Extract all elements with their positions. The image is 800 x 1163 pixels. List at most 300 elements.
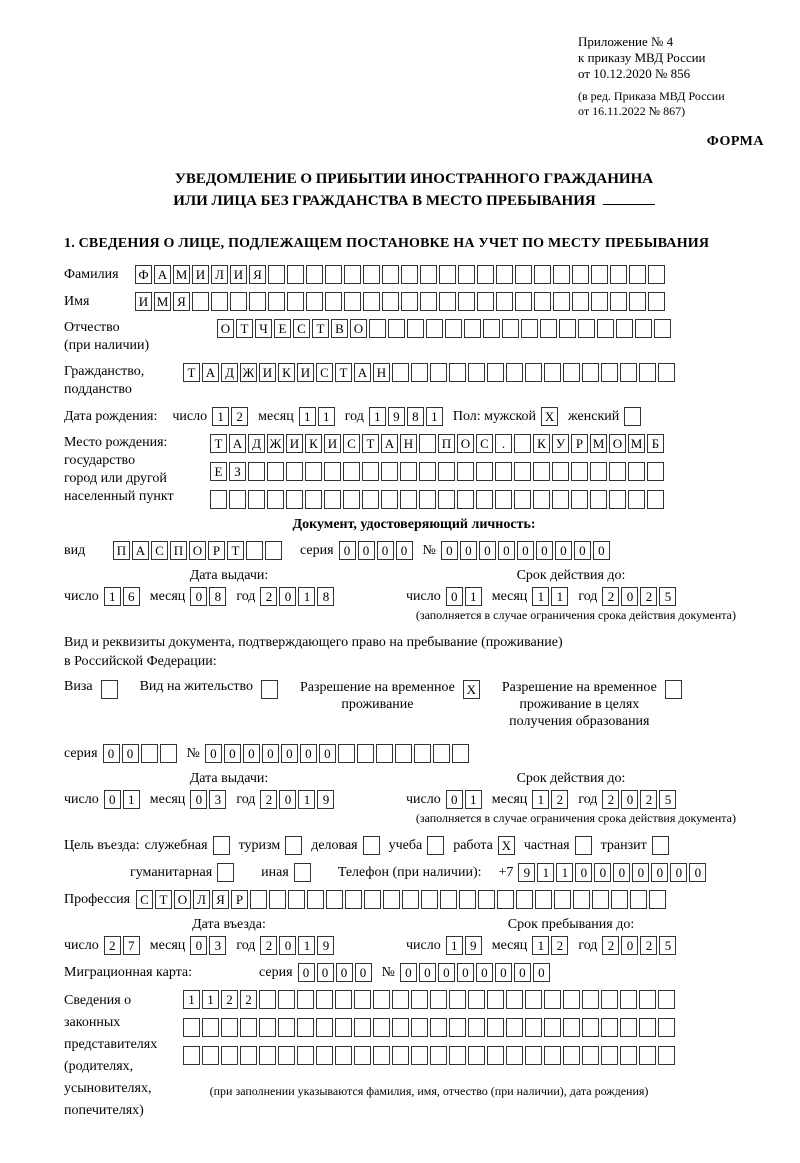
patronymic-cell: [445, 319, 462, 338]
patronymic-cells: [217, 319, 671, 338]
legal-reps-block: [64, 990, 764, 1122]
purpose-official-label: служебная: [144, 837, 208, 853]
birth-place-cell: [457, 462, 474, 481]
phone-prefix: +7: [498, 864, 514, 880]
doc-series-label: серия: [300, 542, 334, 558]
citizenship-cell: С: [316, 363, 333, 382]
purpose-business: [311, 836, 379, 855]
legal-reps-cell: [468, 1018, 485, 1037]
birth-place-cells: [210, 434, 664, 509]
residence-expiry-date: [406, 790, 736, 809]
legal-reps-cell: [544, 1046, 561, 1065]
temp-residence-permit-label: [300, 679, 455, 713]
birth-place-cell: [590, 490, 607, 509]
residence-issue-col: [64, 771, 394, 809]
phone-digit-cell: 0: [632, 863, 649, 882]
legal-reps-cell: [373, 1046, 390, 1065]
year-label: год: [236, 588, 256, 604]
legal-reps-cell: [297, 1046, 314, 1065]
given-name-row: [64, 292, 764, 311]
patronymic-cell: Т: [312, 319, 329, 338]
doc-number-label: №: [422, 542, 436, 558]
surname-cell: [496, 265, 513, 284]
birth-place-cell: [533, 462, 550, 481]
citizenship-row: [64, 363, 764, 399]
legal-reps-cell: [506, 990, 523, 1009]
legal-reps-cell: [563, 990, 580, 1009]
profession-cell: Я: [212, 890, 229, 909]
patronymic-cell: В: [331, 319, 348, 338]
birth-place-row2: [210, 462, 664, 481]
stay-until-col: [406, 917, 736, 955]
doc-expiry-day-cell: 1: [465, 587, 482, 606]
sex-female-label: женский: [568, 408, 620, 424]
profession-cell: С: [136, 890, 153, 909]
year-label: год: [236, 937, 256, 953]
surname-cell: [458, 265, 475, 284]
citizenship-cell: [658, 363, 675, 382]
edu-residence-permit-label-line1: Разрешение на временное: [501, 680, 657, 695]
legal-reps-cell: [335, 1046, 352, 1065]
citizenship-cell: [487, 363, 504, 382]
surname-cell: [553, 265, 570, 284]
birth-place-cell: [647, 462, 664, 481]
legal-reps-cell: [430, 990, 447, 1009]
doc-expiry-year-cells: [602, 587, 676, 606]
birth-place-cell: [476, 490, 493, 509]
legal-reps-cell: [335, 1018, 352, 1037]
legal-reps-cell: [582, 1018, 599, 1037]
birth-place-cell: Т: [210, 434, 227, 453]
citizenship-cell: [411, 363, 428, 382]
given-name-cell: [268, 292, 285, 311]
birth-place-cell: И: [324, 434, 341, 453]
legal-reps-cell: 2: [240, 990, 257, 1009]
legal-reps-row2: [183, 1018, 675, 1037]
year-label: год: [578, 791, 598, 807]
residence-series-cell: [141, 744, 158, 763]
surname-cell: И: [192, 265, 209, 284]
birth-place-cell: [571, 490, 588, 509]
profession-cells: [136, 890, 666, 909]
residence-number-cell: [338, 744, 355, 763]
residence-number-cell: 0: [243, 744, 260, 763]
birth-place-cell: [324, 462, 341, 481]
migration-card-number-cell: 0: [495, 963, 512, 982]
legal-reps-cell: [297, 990, 314, 1009]
purpose-other-checkbox: [294, 863, 311, 882]
legal-reps-cell: [582, 1046, 599, 1065]
given-name-cell: [420, 292, 437, 311]
birth-place-cell: [286, 462, 303, 481]
purpose-humanitarian-label: гуманитарная: [130, 864, 213, 880]
legal-reps-cell: [639, 990, 656, 1009]
birth-place-cell: [495, 462, 512, 481]
legal-reps-cell: [316, 1046, 333, 1065]
patronymic-label: [64, 319, 212, 355]
edu-residence-permit-checkbox: [665, 680, 682, 699]
birth-place-cell: С: [476, 434, 493, 453]
residence-series-cell: 0: [122, 744, 139, 763]
visit-purpose-row: [64, 836, 764, 855]
phone-digit-cell: 0: [594, 863, 611, 882]
legal-reps-cell: [639, 1018, 656, 1037]
doc-number-cell: 0: [498, 541, 515, 560]
doc-issue-heading: Дата выдачи:: [189, 568, 269, 583]
phone-label: Телефон (при наличии):: [337, 864, 482, 880]
residence-doc-options: [64, 679, 764, 730]
purpose-official: [145, 836, 230, 855]
legal-reps-cell: 1: [202, 990, 219, 1009]
profession-label: Профессия: [64, 891, 131, 907]
legal-reps-cell: [487, 1046, 504, 1065]
legal-reps-cell: [430, 1046, 447, 1065]
doc-issue-month-cells: [190, 587, 226, 606]
temp-residence-permit-checkbox-cell: X: [463, 680, 480, 699]
birth-place-cell: [400, 462, 417, 481]
surname-cell: [306, 265, 323, 284]
entry-month-cell: 3: [209, 936, 226, 955]
birth-place-cell: У: [552, 434, 569, 453]
birth-place-cell: М: [628, 434, 645, 453]
migration-card-number-cell: 0: [400, 963, 417, 982]
legal-reps-cell: [563, 1018, 580, 1037]
sex-female-checkbox-cell: [624, 407, 641, 426]
birth-day-cells: [212, 407, 248, 426]
visa-checkbox-cell: [101, 680, 118, 699]
profession-cell: [649, 890, 666, 909]
birth-year-cell: 9: [388, 407, 405, 426]
citizenship-cell: [430, 363, 447, 382]
doc-type-cell: [265, 541, 282, 560]
patronymic-cell: [502, 319, 519, 338]
legal-reps-cell: [259, 1046, 276, 1065]
legal-reps-cell: 1: [183, 990, 200, 1009]
entry-date-col: [64, 917, 394, 955]
doc-issue-year-cell: 8: [317, 587, 334, 606]
purpose-tourism-checkbox: [285, 836, 302, 855]
legal-reps-row1: [183, 990, 675, 1009]
annex-line-3: от 10.12.2020 № 856: [578, 66, 691, 81]
birth-year-cell: 8: [407, 407, 424, 426]
purpose-other-label: иная: [261, 864, 289, 880]
birth-place-cell: [362, 462, 379, 481]
stay-until-heading: Срок пребывания до:: [507, 917, 635, 932]
residence-issue-day-cell: 0: [104, 790, 121, 809]
profession-cell: [535, 890, 552, 909]
legal-reps-cell: [620, 1046, 637, 1065]
doc-expiry-note: (заполняется в случае ограничения срока действия документа): [415, 608, 736, 622]
stay-day-cells: [446, 936, 482, 955]
stay-month-cells: [532, 936, 568, 955]
purpose-study-checkbox: [427, 836, 444, 855]
doc-expiry-col: [406, 568, 736, 606]
citizenship-label-line2: подданство: [64, 382, 132, 397]
profession-cell: [421, 890, 438, 909]
given-name-cell: [572, 292, 589, 311]
residence-expiry-year-cell: 2: [602, 790, 619, 809]
birth-place-cell: [438, 462, 455, 481]
phone-digit-cell: 0: [613, 863, 630, 882]
stay-year-cell: 5: [659, 936, 676, 955]
residence-expiry-day-cell: 1: [465, 790, 482, 809]
legal-reps-cell: [335, 990, 352, 1009]
purpose-work: [453, 836, 515, 855]
birth-place-cell: [419, 490, 436, 509]
visa-checkbox: [101, 680, 118, 699]
birth-year-label: год: [344, 408, 364, 424]
legal-reps-cell: [202, 1018, 219, 1037]
doc-issue-month-cell: 0: [190, 587, 207, 606]
legal-reps-cell: [240, 1018, 257, 1037]
patronymic-cell: [426, 319, 443, 338]
legal-reps-cell: [506, 1018, 523, 1037]
birth-day-cell: 1: [212, 407, 229, 426]
residence-issue-year-cell: 2: [260, 790, 277, 809]
citizenship-cell: Т: [183, 363, 200, 382]
purpose-business-checkbox-cell: [363, 836, 380, 855]
day-label: число: [406, 937, 441, 953]
residence-expiry-day-cell: 0: [446, 790, 463, 809]
birth-place-cell: [248, 462, 265, 481]
patronymic-cell: [369, 319, 386, 338]
birth-place-cell: Ж: [267, 434, 284, 453]
given-name-cells: [135, 292, 665, 311]
residence-issue-month-cells: [190, 790, 226, 809]
legal-reps-cell: [354, 990, 371, 1009]
given-name-cell: [363, 292, 380, 311]
profession-cell: [307, 890, 324, 909]
birth-month-label: месяц: [258, 408, 294, 424]
doc-number-cell: 0: [441, 541, 458, 560]
profession-cell: О: [174, 890, 191, 909]
residence-expiry-year-cell: 5: [659, 790, 676, 809]
month-label: месяц: [491, 937, 528, 953]
legal-reps-cell: [525, 1046, 542, 1065]
residence-doc-intro-line2: в Российской Федерации:: [64, 654, 217, 669]
annex-line-2: к приказу МВД России: [578, 50, 706, 65]
surname-cell: А: [154, 265, 171, 284]
residence-expiry-col: [406, 771, 736, 809]
given-name-cell: [591, 292, 608, 311]
residence-issue-year-cell: 0: [279, 790, 296, 809]
phone-digit-cell: 9: [518, 863, 535, 882]
doc-series-cell: 0: [396, 541, 413, 560]
doc-issue-day-cells: [104, 587, 140, 606]
visit-purpose-row2: [64, 863, 764, 882]
given-name-cell: [306, 292, 323, 311]
migration-card-row: [64, 963, 764, 982]
doc-series-cell: 0: [339, 541, 356, 560]
form-word: ФОРМА: [706, 134, 764, 149]
birth-place-cell: М: [590, 434, 607, 453]
purpose-tourism-checkbox-cell: [285, 836, 302, 855]
birth-place-cell: [343, 490, 360, 509]
birth-place-row1: [210, 434, 664, 453]
birth-place-cell: Н: [400, 434, 417, 453]
legal-reps-cell: [506, 1046, 523, 1065]
legal-reps-cell: [373, 1018, 390, 1037]
residence-expiry-year-cell: 2: [640, 790, 657, 809]
purpose-official-checkbox: [213, 836, 230, 855]
citizenship-cell: [468, 363, 485, 382]
citizenship-cell: [582, 363, 599, 382]
purpose-work-checkbox-cell: X: [498, 836, 515, 855]
birth-place-cell: Б: [647, 434, 664, 453]
birth-place-cell: [495, 490, 512, 509]
residence-expiry-day-cells: [446, 790, 482, 809]
option-edu-residence-permit: [502, 679, 682, 730]
given-name-cell: [382, 292, 399, 311]
stay-day-cell: 1: [446, 936, 463, 955]
surname-cell: М: [173, 265, 190, 284]
birth-place-cell: О: [457, 434, 474, 453]
residence-number-cell: [433, 744, 450, 763]
doc-type-cell: С: [151, 541, 168, 560]
month-label: месяц: [149, 937, 186, 953]
doc-type-cell: О: [189, 541, 206, 560]
day-label: число: [64, 588, 99, 604]
given-name-cell: [458, 292, 475, 311]
stay-year-cells: [602, 936, 676, 955]
legal-reps-row3: [183, 1046, 675, 1065]
surname-cell: Я: [249, 265, 266, 284]
legal-reps-cell: [601, 990, 618, 1009]
doc-issue-col: [64, 568, 394, 606]
residence-doc-intro-line1: Вид и реквизиты документа, подтверждающего право на пребывание (проживание): [64, 635, 563, 650]
residence-doc-series-row: [64, 744, 764, 763]
phone-digit-cell: 0: [575, 863, 592, 882]
patronymic-cell: [559, 319, 576, 338]
residence-expiry-year-cell: 0: [621, 790, 638, 809]
purpose-business-checkbox: [363, 836, 380, 855]
given-name-cell: [401, 292, 418, 311]
option-visa: [64, 679, 118, 699]
doc-type-cell: П: [113, 541, 130, 560]
legal-reps-label-line2: законных: [64, 1015, 121, 1030]
legal-reps-cell: [278, 1046, 295, 1065]
purpose-humanitarian-checkbox: [217, 863, 234, 882]
stay-day-cell: 9: [465, 936, 482, 955]
residence-expiry-year-cells: [602, 790, 676, 809]
migration-card-series-cell: 0: [317, 963, 334, 982]
legal-reps-cell: [525, 990, 542, 1009]
birth-place-label-line4: населенный пункт: [64, 489, 174, 504]
citizenship-cell: А: [202, 363, 219, 382]
residence-number-cell: 0: [281, 744, 298, 763]
purpose-private-label: частная: [523, 837, 570, 853]
profession-cell: [383, 890, 400, 909]
entry-day-cell: 2: [104, 936, 121, 955]
birth-year-cells: [369, 407, 443, 426]
annex-line-1: Приложение № 4: [578, 34, 674, 49]
citizenship-cell: Д: [221, 363, 238, 382]
doc-expiry-day-cells: [446, 587, 482, 606]
birth-place-cell: К: [305, 434, 322, 453]
given-name-cell: [287, 292, 304, 311]
residence-number-cell: [395, 744, 412, 763]
sex-female-checkbox: [624, 407, 641, 426]
residence-number-cell: [414, 744, 431, 763]
sex-male-checkbox: [541, 407, 558, 426]
surname-cell: [287, 265, 304, 284]
residence-issue-month-cell: 0: [190, 790, 207, 809]
given-name-cell: [553, 292, 570, 311]
birth-place-cell: Р: [571, 434, 588, 453]
legal-reps-cell: [544, 990, 561, 1009]
migration-card-number-cell: 0: [533, 963, 550, 982]
birth-month-cell: 1: [318, 407, 335, 426]
doc-type-cell: [246, 541, 263, 560]
citizenship-cell: [601, 363, 618, 382]
legal-reps-cell: [449, 1018, 466, 1037]
doc-expiry-month-cell: 1: [551, 587, 568, 606]
residence-issue-day-cell: 1: [123, 790, 140, 809]
profession-cell: [459, 890, 476, 909]
migration-card-number-cell: 0: [438, 963, 455, 982]
legal-reps-cells: [183, 990, 675, 1099]
citizenship-label: [64, 363, 178, 399]
residence-expiry-heading: Срок действия до:: [516, 771, 626, 786]
profession-cell: [630, 890, 647, 909]
birth-place-cell: [552, 462, 569, 481]
purpose-study-label: учеба: [388, 837, 423, 853]
birth-place-cell: А: [229, 434, 246, 453]
migration-card-number-cell: 0: [476, 963, 493, 982]
entry-year-cell: 1: [298, 936, 315, 955]
given-name-cell: И: [135, 292, 152, 311]
birth-place-cell: .: [495, 434, 512, 453]
given-name-cell: Я: [173, 292, 190, 311]
day-label: число: [64, 791, 99, 807]
purpose-humanitarian: [130, 863, 234, 882]
given-name-cell: [515, 292, 532, 311]
identity-doc-heading: Документ, удостоверяющий личность:: [292, 517, 536, 532]
migration-card-series-cell: 0: [336, 963, 353, 982]
legal-reps-cell: [373, 990, 390, 1009]
residence-series-cells: [103, 744, 177, 763]
patronymic-cell: Ч: [255, 319, 272, 338]
doc-number-cell: 0: [593, 541, 610, 560]
doc-expiry-heading: Срок действия до:: [516, 568, 626, 583]
purpose-study-checkbox-cell: [427, 836, 444, 855]
citizenship-cell: [392, 363, 409, 382]
purpose-official-checkbox-cell: [213, 836, 230, 855]
legal-reps-cell: [449, 1046, 466, 1065]
legal-reps-cell: [183, 1018, 200, 1037]
birth-place-cell: [628, 462, 645, 481]
birth-place-cell: А: [381, 434, 398, 453]
residence-number-cell: 0: [224, 744, 241, 763]
birth-place-cell: [248, 490, 265, 509]
birth-place-cell: Е: [210, 462, 227, 481]
surname-cell: [325, 265, 342, 284]
patronymic-cell: С: [293, 319, 310, 338]
surname-cell: [401, 265, 418, 284]
legal-reps-cell: [430, 1018, 447, 1037]
legal-reps-cell: [411, 990, 428, 1009]
phone-cells: [518, 863, 706, 882]
legal-reps-cell: [487, 990, 504, 1009]
visa-label: Виза: [64, 679, 93, 694]
residence-issue-day-cells: [104, 790, 140, 809]
doc-expiry-day-cell: 0: [446, 587, 463, 606]
legal-reps-cell: [639, 1046, 656, 1065]
residence-permit-label: Вид на жительство: [139, 679, 253, 694]
birth-place-cell: [514, 490, 531, 509]
legal-reps-cell: [183, 1046, 200, 1065]
doc-issue-year-cell: 2: [260, 587, 277, 606]
